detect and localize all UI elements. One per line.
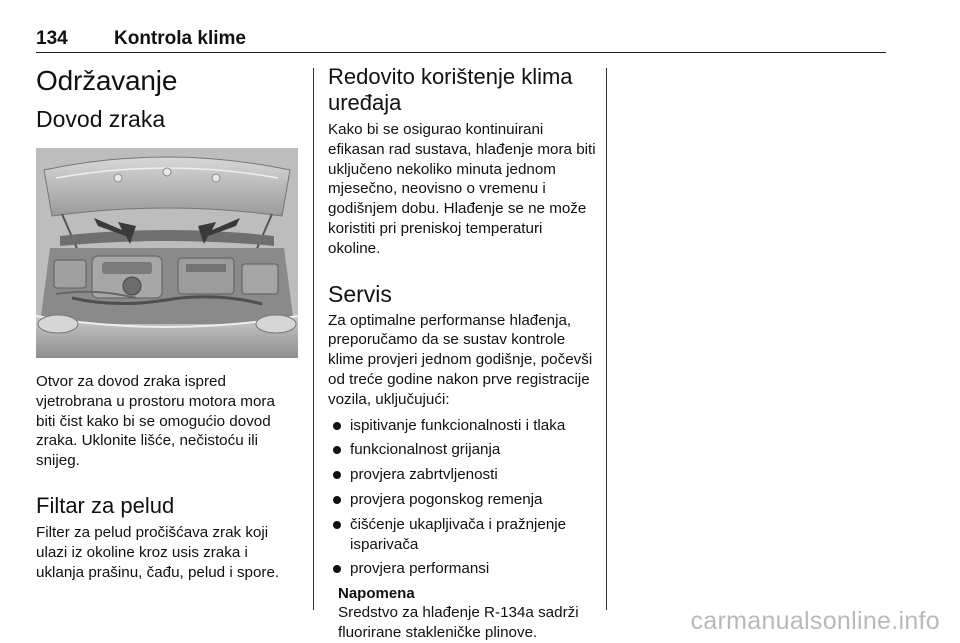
note-title: Napomena	[338, 585, 415, 603]
watermark: carmanualsonline.info	[690, 607, 940, 635]
list-item: funkcionalnost grijanja	[328, 440, 596, 460]
column-left	[36, 64, 298, 582]
service-title: Servis	[328, 280, 392, 307]
pollen-filter-title: Filtar za pelud	[36, 492, 175, 518]
regular-use-title: Redovito korištenje klima uređaja	[328, 64, 573, 115]
column-divider-2	[606, 68, 607, 610]
filled-circle-icon	[333, 422, 341, 430]
filled-circle-icon	[333, 521, 341, 529]
page-header	[36, 28, 886, 53]
regular-use-paragraph: Kako bi se osigurao kontinuirani efikasan rad sustava, hlađenje mora biti uključeno nekoliko minuta jednom mjesečno, neovisno o vremenu i godišnjem dobu. Hlađenje se ne može koristiti pri preniskoj temperaturi okoline.	[328, 121, 596, 257]
list-item: provjera pogonskog remenja	[328, 490, 596, 510]
list-item: provjera zabrtvljenosti	[328, 465, 596, 485]
pollen-filter-paragraph: Filter za pelud pročišćava zrak koji ulazi iz okoline kroz usis zraka i uklanja prašinu, čađu, pelud i spore.	[36, 523, 280, 581]
filled-circle-icon	[333, 496, 341, 504]
column-middle	[328, 64, 596, 643]
air-inlet-paragraph: Otvor za dovod zraka ispred vjetrobrana u prostoru motora mora biti čist kako bi se omogućio dovod zraka. Uklonite lišće, nečistoću ili snijeg.	[36, 373, 275, 470]
filled-circle-icon	[333, 446, 341, 454]
note-text: Sredstvo za hlađenje R-134a sadrži fluorirane stakleničke plinove.	[338, 604, 579, 641]
list-item: provjera performansi	[328, 559, 596, 579]
list-item: ispitivanje funkcionalnosti i tlaka	[328, 416, 596, 436]
service-checklist	[328, 416, 596, 580]
filled-circle-icon	[333, 565, 341, 573]
page-number: 134	[36, 28, 68, 49]
filled-circle-icon	[333, 471, 341, 479]
service-paragraph: Za optimalne performanse hlađenja, preporučamo da se sustav kontrole klime provjeri jednom godišnje, počevši od treće godine nakon prve registracije vozila, uključujući:	[328, 311, 593, 408]
engine-bay-illustration	[36, 148, 298, 358]
section-title: Održavanje	[36, 65, 178, 96]
note-box	[338, 584, 596, 643]
subsection-air-inlet-title: Dovod zraka	[36, 106, 166, 132]
list-item: čišćenje ukapljivača i pražnjenje isparivača	[328, 515, 596, 555]
chapter-title: Kontrola klime	[114, 28, 246, 49]
column-divider-1	[313, 68, 314, 610]
